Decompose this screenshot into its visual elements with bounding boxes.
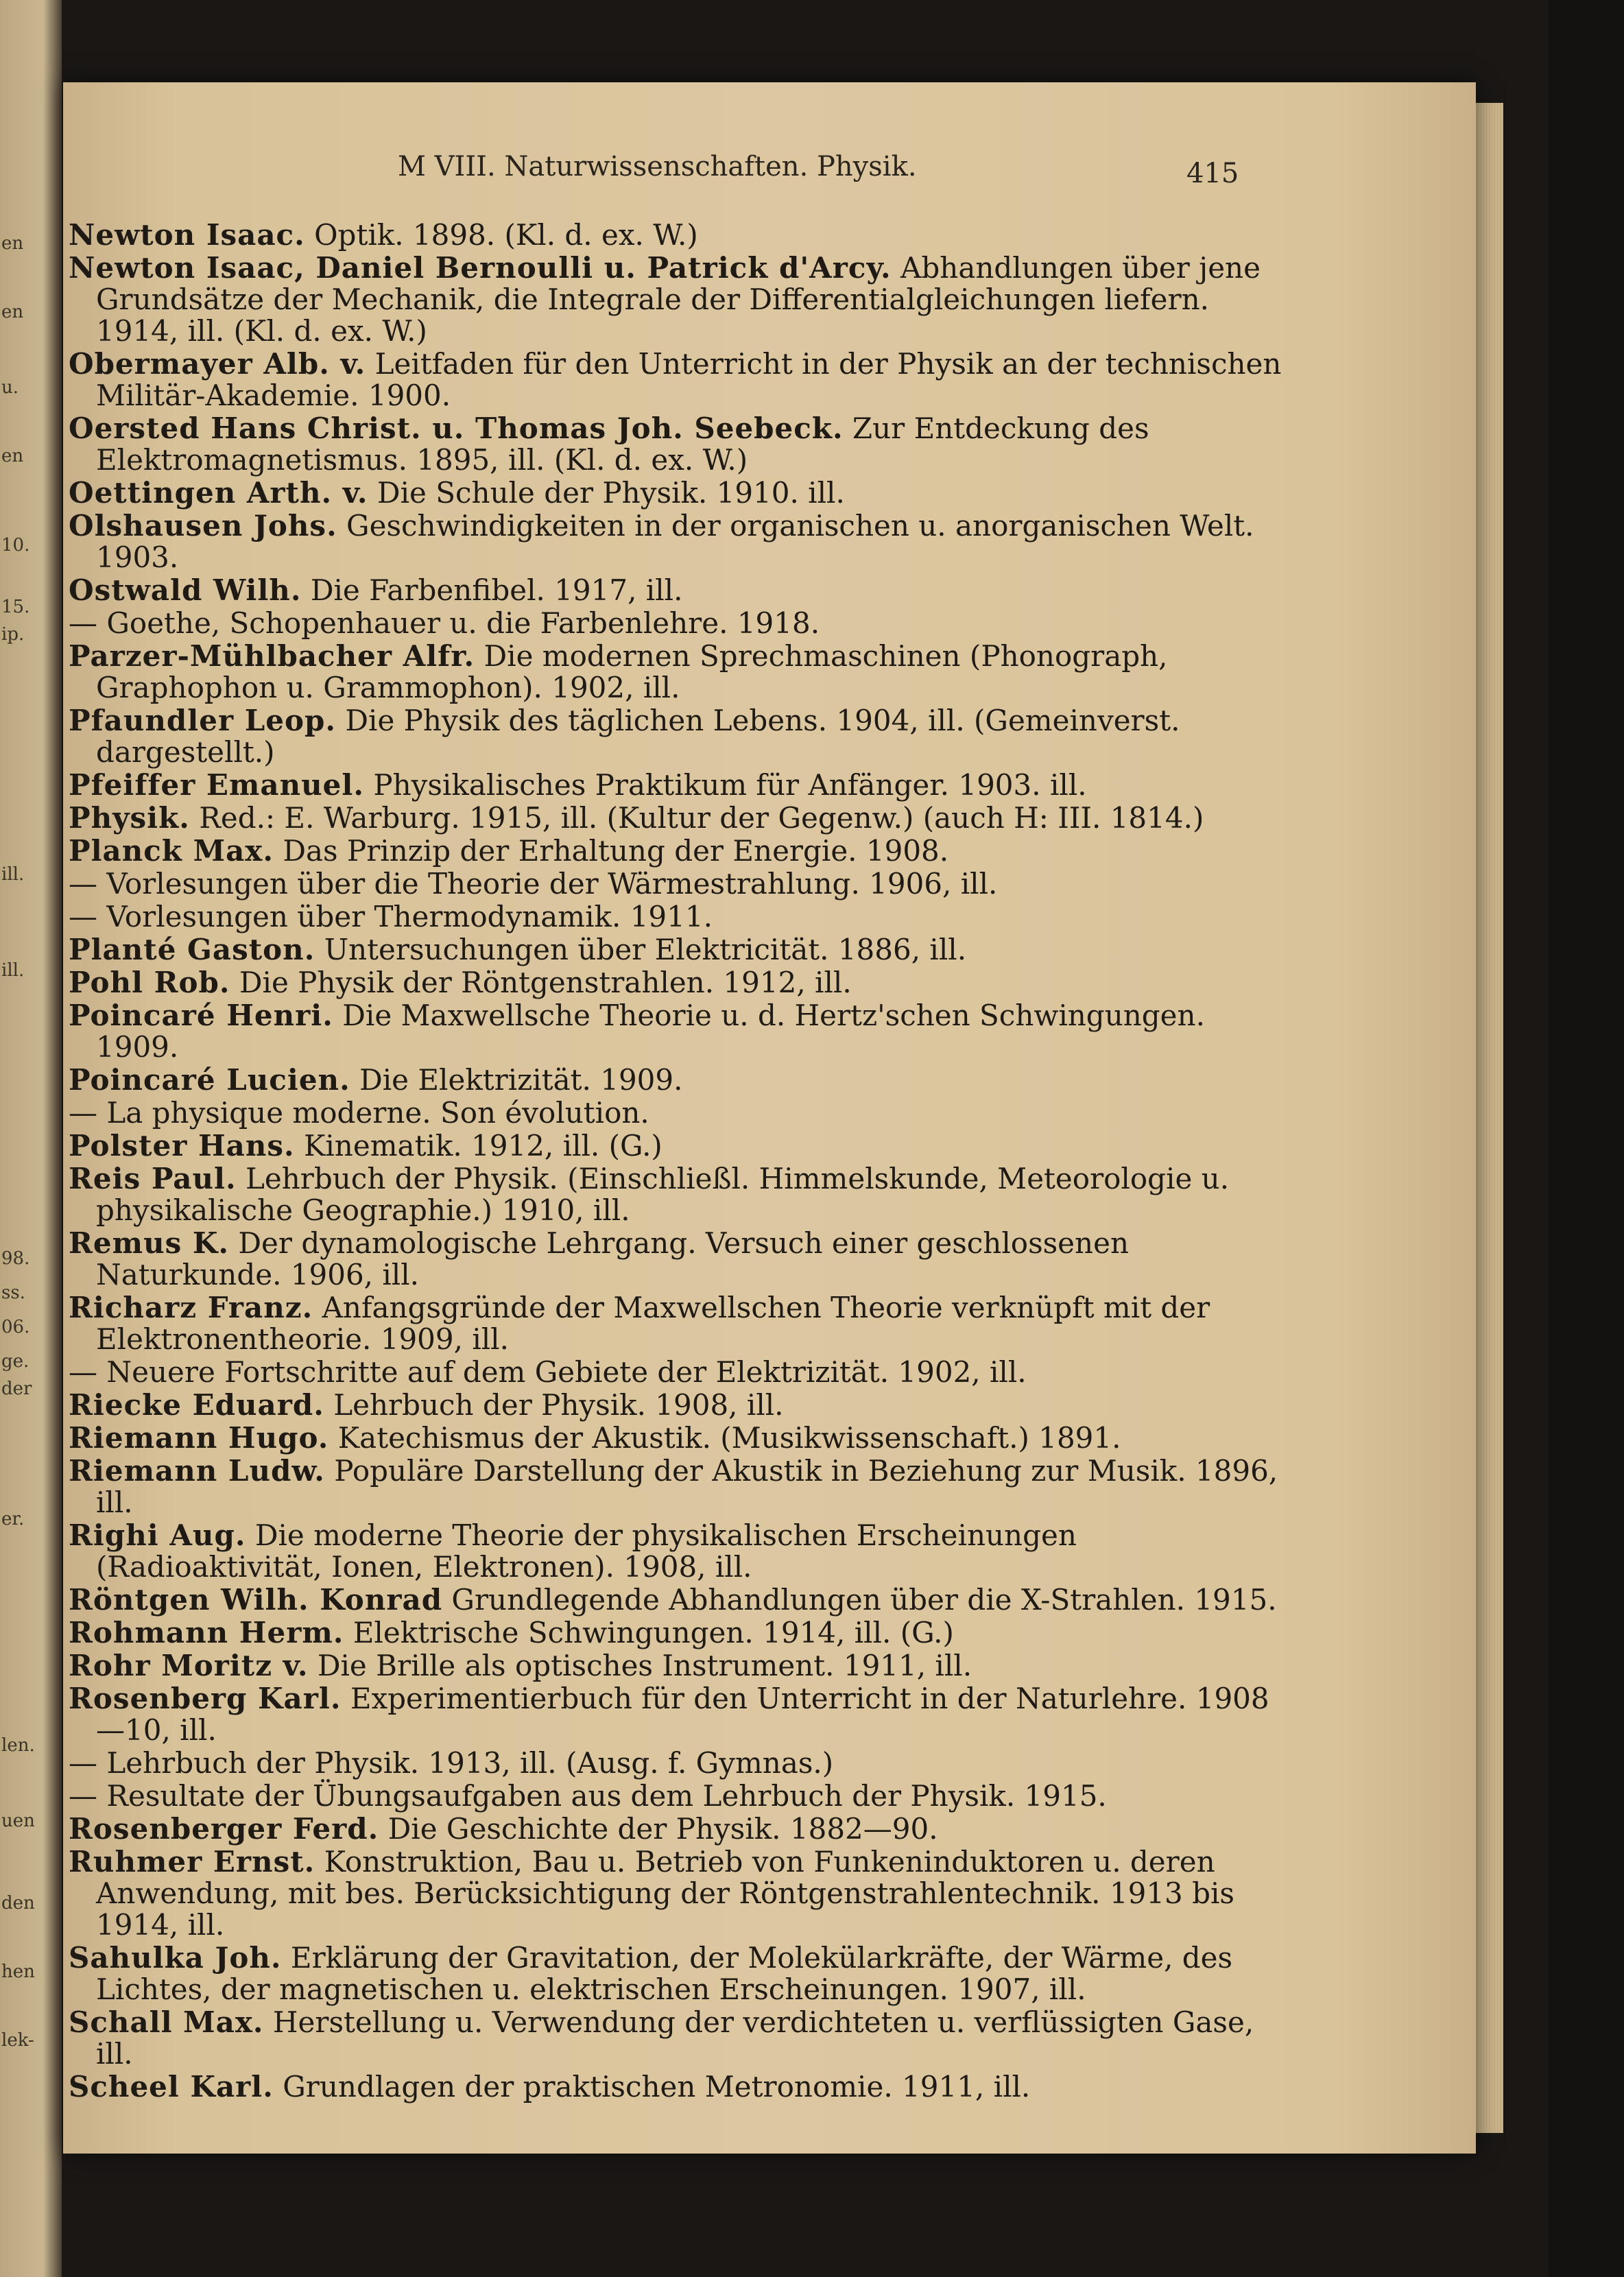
list-item — [69, 901, 1289, 933]
margin-fragment: lek- — [1, 2030, 34, 2051]
margin-fragment: ip. — [1, 624, 25, 645]
entry-text: Kinematik. 1912, ill. (G.) — [304, 1129, 662, 1163]
entry-text: Die Physik der Röntgenstrahlen. 1912, ill. — [239, 966, 852, 999]
margin-fragment: 15. — [1, 597, 30, 617]
entry-text: Anfangsgründe der Maxwellschen Theorie verknüpft mit der Elektronentheorie. 1909, ill. — [96, 1291, 1210, 1356]
entry-author: Poincaré Lucien. — [69, 1063, 350, 1097]
entry-author: Ostwald Wilh. — [69, 573, 302, 607]
list-item — [69, 770, 1289, 801]
list-item — [69, 641, 1289, 704]
entry-author: Obermayer Alb. v. — [69, 347, 366, 381]
list-item — [69, 1163, 1289, 1226]
list-item — [69, 1846, 1289, 1941]
list-item — [69, 705, 1289, 768]
margin-fragment: ill. — [1, 864, 25, 885]
margin-fragment: 06. — [1, 1317, 30, 1337]
margin-fragment: den — [1, 1893, 35, 1914]
entry-text: Der dynamologische Lehrgang. Versuch einer geschlossenen Naturkunde. 1906, ill. — [96, 1226, 1129, 1291]
page-number: 415 — [1186, 158, 1239, 189]
entry-text: — La physique moderne. Son évolution. — [69, 1096, 649, 1130]
list-item — [69, 2071, 1289, 2103]
list-item — [69, 802, 1289, 834]
list-item — [69, 1064, 1289, 1096]
entry-text: — Vorlesungen über die Theorie der Wärmestrahlung. 1906, ill. — [69, 867, 998, 901]
entry-author: Rohr Moritz v. — [69, 1649, 309, 1682]
margin-fragment: hen — [1, 1962, 35, 1982]
entry-text: Die Schule der Physik. 1910. ill. — [377, 476, 845, 510]
entry-text: Die Brille als optisches Instrument. 1911, ill. — [317, 1649, 972, 1682]
list-item — [69, 1520, 1289, 1583]
list-item — [69, 1228, 1289, 1291]
entry-author: Newton Isaac. — [69, 218, 305, 252]
margin-fragment: ill. — [1, 960, 25, 981]
entry-author: Riecke Eduard. — [69, 1388, 324, 1422]
entry-author: Pohl Rob. — [69, 966, 230, 999]
entry-author: Parzer-Mühlbacher Alfr. — [69, 639, 475, 673]
entry-text: Konstruktion, Bau u. Betrieb von Funkeninduktoren u. deren Anwendung, mit bes. Berücksichtigung der Röntgenstrahlentechnik. 1913 bis 1914, ill. — [96, 1845, 1234, 1942]
entry-text: Elektrische Schwingungen. 1914, ill. (G.) — [353, 1616, 954, 1649]
margin-fragment: ss. — [1, 1283, 25, 1303]
entry-text: Lehrbuch der Physik. (Einschließl. Himmelskunde, Meteorologie u. physikalische Geographie.) 1910, ill. — [96, 1162, 1230, 1227]
entry-text: — Lehrbuch der Physik. 1913, ill. (Ausg. f. Gymnas.) — [69, 1746, 834, 1780]
margin-fragment: en — [1, 233, 24, 254]
entry-author: Röntgen Wilh. Konrad — [69, 1583, 443, 1617]
list-item — [69, 1130, 1289, 1162]
entry-text: Die Elektrizität. 1909. — [359, 1063, 683, 1097]
entry-author: Scheel Karl. — [69, 2070, 274, 2103]
entry-text: Die Farbenfibel. 1917, ill. — [310, 573, 683, 607]
margin-fragment: 98. — [1, 1248, 30, 1269]
list-item — [69, 252, 1289, 347]
list-item — [69, 835, 1289, 867]
entry-text: Das Prinzip der Erhaltung der Energie. 1908. — [283, 834, 949, 868]
list-item — [69, 1422, 1289, 1454]
list-item — [69, 868, 1289, 900]
entry-text: Die moderne Theorie der physikalischen Erscheinungen (Radioaktivität, Ionen, Elektronen). 1908, ill. — [96, 1518, 1077, 1584]
list-item — [69, 608, 1289, 639]
entry-text: Grundlegende Abhandlungen über die X-Strahlen. 1915. — [451, 1583, 1277, 1617]
running-title: M VIII. Naturwissenschaften. Physik. — [398, 151, 917, 182]
entry-author: Reis Paul. — [69, 1162, 237, 1195]
entry-author: Rosenberger Ferd. — [69, 1812, 379, 1846]
entry-author: Riemann Ludw. — [69, 1454, 325, 1488]
entry-author: Schall Max. — [69, 2005, 264, 2039]
list-item — [69, 1813, 1289, 1845]
entry-text: — Neuere Fortschritte auf dem Gebiete der Elektrizität. 1902, ill. — [69, 1355, 1027, 1389]
list-item — [69, 2007, 1289, 2070]
entry-text: Experimentierbuch für den Unterricht in der Naturlehre. 1908—10, ill. — [96, 1682, 1269, 1747]
list-item — [69, 575, 1289, 606]
list-item — [69, 1780, 1289, 1812]
entry-text: Lehrbuch der Physik. 1908, ill. — [333, 1388, 784, 1422]
list-item — [69, 1390, 1289, 1421]
entry-text: Red.: E. Warburg. 1915, ill. (Kultur der Gegenw.) (auch H: III. 1814.) — [199, 801, 1204, 835]
margin-fragment: ge. — [1, 1351, 29, 1372]
list-item — [69, 1000, 1289, 1063]
list-item — [69, 510, 1289, 573]
margin-fragment: 10. — [1, 535, 30, 556]
entry-text: Die modernen Sprechmaschinen (Phonograph, Graphophon u. Grammophon). 1902, ill. — [96, 639, 1168, 704]
entry-author: Physik. — [69, 801, 190, 835]
book-cover-left — [0, 0, 62, 2277]
list-item — [69, 348, 1289, 412]
list-item — [69, 967, 1289, 999]
page-edges — [1476, 103, 1503, 2133]
page-header — [357, 151, 1591, 199]
entry-author: Righi Aug. — [69, 1518, 246, 1552]
entry-text: Optik. 1898. (Kl. d. ex. W.) — [314, 218, 698, 252]
list-item — [69, 1683, 1289, 1746]
entry-text: Grundlagen der praktischen Metronomie. 1911, ill. — [283, 2070, 1031, 2103]
margin-fragment: er. — [1, 1509, 25, 1529]
entry-author: Olshausen Johs. — [69, 509, 337, 543]
margin-fragment: uen — [1, 1811, 35, 1831]
entry-author: Newton Isaac, Daniel Bernoulli u. Patrick d'Arcy. — [69, 251, 892, 285]
list-item — [69, 1584, 1289, 1616]
entry-text: — Goethe, Schopenhauer u. die Farbenlehre. 1918. — [69, 606, 820, 640]
entry-author: Rohmann Herm. — [69, 1616, 344, 1649]
list-item — [69, 1097, 1289, 1129]
list-item — [69, 477, 1289, 509]
list-item — [69, 219, 1289, 251]
entry-author: Rosenberg Karl. — [69, 1682, 342, 1715]
entry-author: Polster Hans. — [69, 1129, 295, 1163]
margin-fragment: en — [1, 302, 24, 322]
book-cover-right — [1549, 0, 1624, 2277]
entry-text: Erklärung der Gravitation, der Molekülarkräfte, der Wärme, des Lichtes, der magnetischen u. elektrischen Erscheinungen. 1907, ill. — [96, 1941, 1233, 2006]
margin-fragment: len. — [1, 1735, 35, 1756]
entry-author: Pfeiffer Emanuel. — [69, 768, 364, 802]
entry-text: Herstellung u. Verwendung der verdichteten u. verflüssigten Gase, ill. — [96, 2005, 1254, 2071]
entry-author: Oersted Hans Christ. u. Thomas Joh. Seebeck. — [69, 412, 844, 445]
entry-text: Die Maxwellsche Theorie u. d. Hertz'schen Schwingungen. 1909. — [96, 999, 1205, 1064]
entry-text: Physikalisches Praktikum für Anfänger. 1903. ill. — [373, 768, 1087, 802]
entry-author: Poincaré Henri. — [69, 999, 333, 1032]
entry-author: Remus K. — [69, 1226, 229, 1260]
entry-author: Richarz Franz. — [69, 1291, 313, 1324]
entry-text: Abhandlungen über jene Grundsätze der Mechanik, die Integrale der Differentialgleichungen liefern. 1914, ill. (Kl. d. ex. W.) — [96, 251, 1261, 348]
entry-author: Oettingen Arth. v. — [69, 476, 368, 510]
list-item — [69, 934, 1289, 966]
entry-text: Untersuchungen über Elektricität. 1886, ill. — [324, 933, 967, 966]
entry-text: Die Geschichte der Physik. 1882—90. — [387, 1812, 938, 1846]
list-item — [69, 413, 1289, 476]
list-item — [69, 1650, 1289, 1682]
margin-fragment: u. — [1, 377, 19, 398]
entry-author: Sahulka Joh. — [69, 1941, 282, 1975]
margin-fragment: en — [1, 446, 24, 466]
list-item — [69, 1292, 1289, 1355]
entry-text: Katechismus der Akustik. (Musikwissenschaft.) 1891. — [337, 1421, 1121, 1455]
list-item — [69, 1942, 1289, 2005]
entry-text: Populäre Darstellung der Akustik in Beziehung zur Musik. 1896, ill. — [96, 1454, 1278, 1519]
entry-text: Die Physik des täglichen Lebens. 1904, ill. (Gemeinverst. dargestellt.) — [96, 704, 1180, 769]
entry-text: Zur Entdeckung des Elektromagnetismus. 1895, ill. (Kl. d. ex. W.) — [96, 412, 1149, 477]
list-item — [69, 1748, 1289, 1779]
bibliography-list — [69, 219, 1289, 2104]
entry-author: Planck Max. — [69, 834, 274, 868]
list-item — [69, 1357, 1289, 1388]
margin-fragment: der — [1, 1379, 32, 1399]
entry-author: Planté Gaston. — [69, 933, 315, 966]
entry-text: Geschwindigkeiten in der organischen u. anorganischen Welt. 1903. — [96, 509, 1254, 574]
entry-text: — Vorlesungen über Thermodynamik. 1911. — [69, 900, 713, 933]
entry-author: Ruhmer Ernst. — [69, 1845, 315, 1879]
list-item — [69, 1617, 1289, 1649]
entry-text: Leitfaden für den Unterricht in der Physik an der technischen Militär-Akademie. 1900. — [96, 347, 1282, 412]
entry-text: — Resultate der Übungsaufgaben aus dem Lehrbuch der Physik. 1915. — [69, 1779, 1107, 1813]
entry-author: Riemann Hugo. — [69, 1421, 329, 1455]
entry-author: Pfaundler Leop. — [69, 704, 336, 737]
list-item — [69, 1455, 1289, 1518]
